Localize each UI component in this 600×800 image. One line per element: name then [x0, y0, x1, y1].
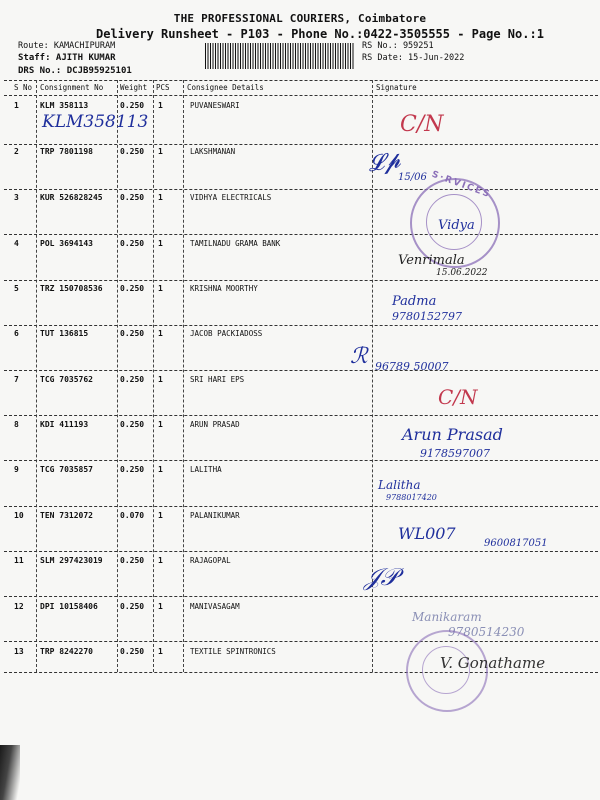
cell-weight: 0.250 [120, 101, 145, 110]
rs-number: RS No.: 959251 [362, 41, 434, 51]
column-divider [183, 80, 184, 672]
cell-weight: 0.250 [120, 556, 145, 565]
signature-row5: Padma [392, 294, 437, 309]
row-divider [4, 144, 598, 145]
cell-consignee: MANIVASAGAM [190, 602, 240, 611]
row-divider [4, 672, 598, 673]
cell-weight: 0.250 [120, 193, 145, 202]
cell-sno: 5 [14, 284, 19, 293]
signature-row10-phone: 9600817051 [484, 538, 548, 549]
row-divider [4, 189, 598, 190]
col-header-consignment: Consignment No [40, 83, 104, 92]
signature-row2-date: 15/06 [398, 172, 427, 183]
cell-consignment: DPI 10158406 [40, 602, 98, 611]
cell-sno: 13 [14, 647, 24, 656]
signature-row12-phone: 9780514230 [448, 625, 525, 639]
cell-consignee: KRISHNA MOORTHY [190, 284, 258, 293]
cell-consignee: RAJAGOPAL [190, 556, 231, 565]
cell-weight: 0.250 [120, 375, 145, 384]
signature-row7: C/N [438, 385, 478, 409]
cell-pcs: 1 [158, 465, 163, 474]
cell-pcs: 1 [158, 329, 163, 338]
cell-consignee: ARUN PRASAD [190, 420, 240, 429]
cell-pcs: 1 [158, 101, 163, 110]
cell-consignee: TAMILNADU GRAMA BANK [190, 239, 281, 248]
cell-sno: 7 [14, 375, 19, 384]
cell-consignment: TCG 7035857 [40, 465, 93, 474]
staff-label: Staff: AJITH KUMAR [18, 53, 116, 63]
cell-consignment: SLM 297423019 [40, 556, 103, 565]
cell-consignee: VIDHYA ELECTRICALS [190, 193, 272, 202]
cell-sno: 3 [14, 193, 19, 202]
cell-weight: 0.070 [120, 511, 145, 520]
row-divider [4, 641, 598, 642]
cell-pcs: 1 [158, 193, 163, 202]
cell-consignee: TEXTILE SPINTRONICS [190, 647, 276, 656]
cell-sno: 9 [14, 465, 19, 474]
cell-consignee: LAKSHMANAN [190, 147, 236, 156]
cell-pcs: 1 [158, 647, 163, 656]
signature-row2: 𝓛𝓹 [366, 147, 403, 178]
col-header-weight: Weight [120, 83, 148, 92]
row-divider [4, 280, 598, 281]
signature-row4: Venrimala [398, 253, 465, 268]
signature-row12: Manikaram [412, 610, 482, 624]
row-divider [4, 234, 598, 235]
cell-weight: 0.250 [120, 602, 145, 611]
row-divider [4, 596, 598, 597]
signature-row6-mark: ℛ [350, 344, 368, 369]
col-header-pcs: PCS [156, 83, 170, 92]
cell-sno: 11 [14, 556, 24, 565]
cell-consignment: KLM 358113 [40, 101, 89, 110]
row-divider [4, 325, 598, 326]
signature-row9-phone: 9788017420 [386, 493, 437, 502]
cell-consignment: KUR 526828245 [40, 193, 103, 202]
cell-pcs: 1 [158, 511, 163, 520]
cell-pcs: 1 [158, 375, 163, 384]
cell-pcs: 1 [158, 147, 163, 156]
cell-weight: 0.250 [120, 239, 145, 248]
signature-row9: Lalitha [378, 478, 421, 492]
cell-consignment: POL 3694143 [40, 239, 93, 248]
cell-sno: 10 [14, 511, 24, 520]
rs-date: RS Date: 15-Jun-2022 [362, 53, 465, 63]
signature-row3: Vidya [438, 218, 475, 233]
signature-row4-date: 15.06.2022 [436, 268, 488, 278]
col-header-consignee: Consignee Details [187, 83, 264, 92]
cell-pcs: 1 [158, 556, 163, 565]
cell-consignee: LALITHA [190, 465, 222, 474]
cell-weight: 0.250 [120, 329, 145, 338]
table-top-rule [4, 80, 598, 81]
company-title: THE PROFESSIONAL COURIERS, Coimbatore [173, 12, 427, 25]
cell-sno: 12 [14, 602, 24, 611]
col-header-sno: S No [14, 83, 33, 92]
cell-weight: 0.250 [120, 147, 145, 156]
cell-sno: 6 [14, 329, 19, 338]
row-divider [4, 370, 598, 371]
drs-label: DRS No.: DCJB95925101 [18, 66, 132, 76]
handwritten-consignment: KLM358113 [42, 112, 149, 132]
cell-weight: 0.250 [120, 465, 145, 474]
cell-weight: 0.250 [120, 284, 145, 293]
cell-pcs: 1 [158, 284, 163, 293]
cell-weight: 0.250 [120, 647, 145, 656]
row-divider [4, 551, 598, 552]
signature-row8-phone: 9178597007 [420, 447, 490, 460]
cell-sno: 1 [14, 101, 19, 110]
signature-row10: WL007 [398, 524, 456, 543]
route-label: Route: KAMACHIPURAM [18, 41, 116, 51]
signature-row6-phone: 96789 50007 [375, 360, 449, 373]
runsheet-subtitle: Delivery Runsheet - P103 - Phone No.:0422-3505555 - Page No.:1 [96, 27, 544, 41]
stamp-text: S·RVICES [430, 169, 493, 201]
cell-consignment: TUT 136815 [40, 329, 89, 338]
cell-consignee: PALANIKUMAR [190, 511, 240, 520]
cell-consignment: TCG 7035762 [40, 375, 93, 384]
column-divider [153, 80, 154, 672]
signature-row5-phone: 9780152797 [392, 310, 462, 323]
cell-pcs: 1 [158, 420, 163, 429]
cell-pcs: 1 [158, 239, 163, 248]
cell-consignment: TRP 8242270 [40, 647, 93, 656]
cell-consignment: KDI 411193 [40, 420, 89, 429]
row-divider [4, 415, 598, 416]
row-divider [4, 506, 598, 507]
cell-sno: 4 [14, 239, 19, 248]
table-header-rule [4, 95, 598, 96]
signature-row13: V. Gonathame [440, 654, 546, 672]
cell-consignment: TEN 7312072 [40, 511, 93, 520]
column-divider [36, 80, 37, 672]
signature-row8: Arun Prasad [402, 425, 503, 444]
cell-weight: 0.250 [120, 420, 145, 429]
scan-edge-shadow [0, 745, 20, 800]
barcode [205, 43, 355, 69]
signature-row11: 𝒥𝒫 [364, 563, 398, 591]
cell-consignee: SRI HARI EPS [190, 375, 245, 384]
cell-pcs: 1 [158, 602, 163, 611]
row-divider [4, 460, 598, 461]
cell-sno: 8 [14, 420, 19, 429]
cell-consignee: PUVANESWARI [190, 101, 240, 110]
signature-row1: C/N [400, 112, 444, 137]
cell-sno: 2 [14, 147, 19, 156]
cell-consignee: JACOB PACKIADOSS [190, 329, 263, 338]
column-divider [117, 80, 118, 672]
cell-consignment: TRP 7801198 [40, 147, 93, 156]
col-header-signature: Signature [376, 83, 417, 92]
cell-consignment: TRZ 150708536 [40, 284, 103, 293]
